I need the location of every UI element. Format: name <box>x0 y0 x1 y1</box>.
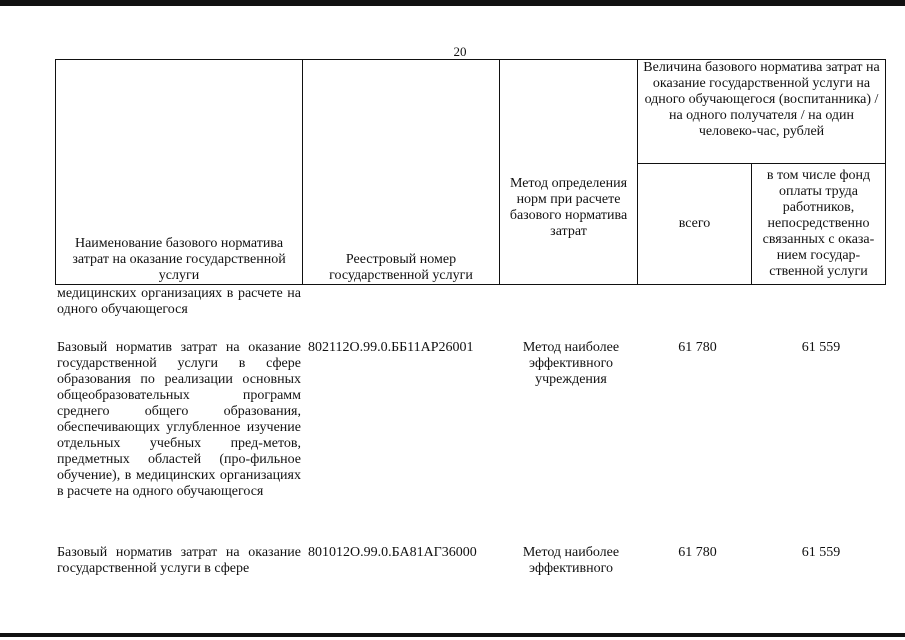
row-1-name: Базовый норматив затрат на оказание государственной услуги в сфере образования по реализации основных общеобразовательных программ среднего общего образования, обеспечивающих углубленное изучение отдельных учебных пред-метов, предметных областей (про-фильное обучение), в медицинских организациях в расчете на одного обучающегося <box>57 340 301 499</box>
bottom-border-line <box>0 633 905 637</box>
header-method-cell <box>500 60 638 285</box>
header-total-cell <box>638 164 752 285</box>
header-method-label: Метод определения норм при расчете базового норматива затрат <box>509 176 628 239</box>
page-number: 20 <box>453 44 467 59</box>
header-code-cell <box>303 60 500 285</box>
row-1-method: Метод наиболее эффективного учреждения <box>522 340 620 387</box>
header-value-label: Величина базового норматива затрат на оказание государственной услуги на одного обучающегося (воспитанника) / на одного получателя / на один человеко-час, рублей <box>643 60 880 139</box>
row-1-code: 802112О.99.0.ББ11АР26001 <box>308 340 474 355</box>
header-incl-label: в том числе фонд оплаты труда работников, непосредственно связанных с оказа-нием государ-ственной услуги <box>762 168 875 279</box>
header-total-label: всего <box>678 216 711 231</box>
row-2-method: Метод наиболее эффективного <box>522 545 620 576</box>
row-2-total: 61 780 <box>678 545 717 560</box>
continuation-text: медицинских организациях в расчете на одного обучающегося <box>57 286 301 317</box>
table-header <box>55 59 886 285</box>
row-2-incl: 61 559 <box>801 545 841 560</box>
header-name-label: Наименование базового норматива затрат на оказание государственной услуги <box>72 236 286 283</box>
header-name-cell <box>56 60 303 285</box>
header-incl-cell <box>752 164 886 285</box>
top-border-line <box>0 0 905 6</box>
row-2-name: Базовый норматив затрат на оказание государственной услуги в сфере <box>57 545 301 576</box>
row-2-code: 801012О.99.0.БА81АГ36000 <box>308 545 477 560</box>
header-code-label: Реестровый номер государственной услуги <box>329 252 473 283</box>
row-1-incl: 61 559 <box>801 340 841 355</box>
row-1-total: 61 780 <box>678 340 717 355</box>
header-value-cell <box>638 60 886 164</box>
